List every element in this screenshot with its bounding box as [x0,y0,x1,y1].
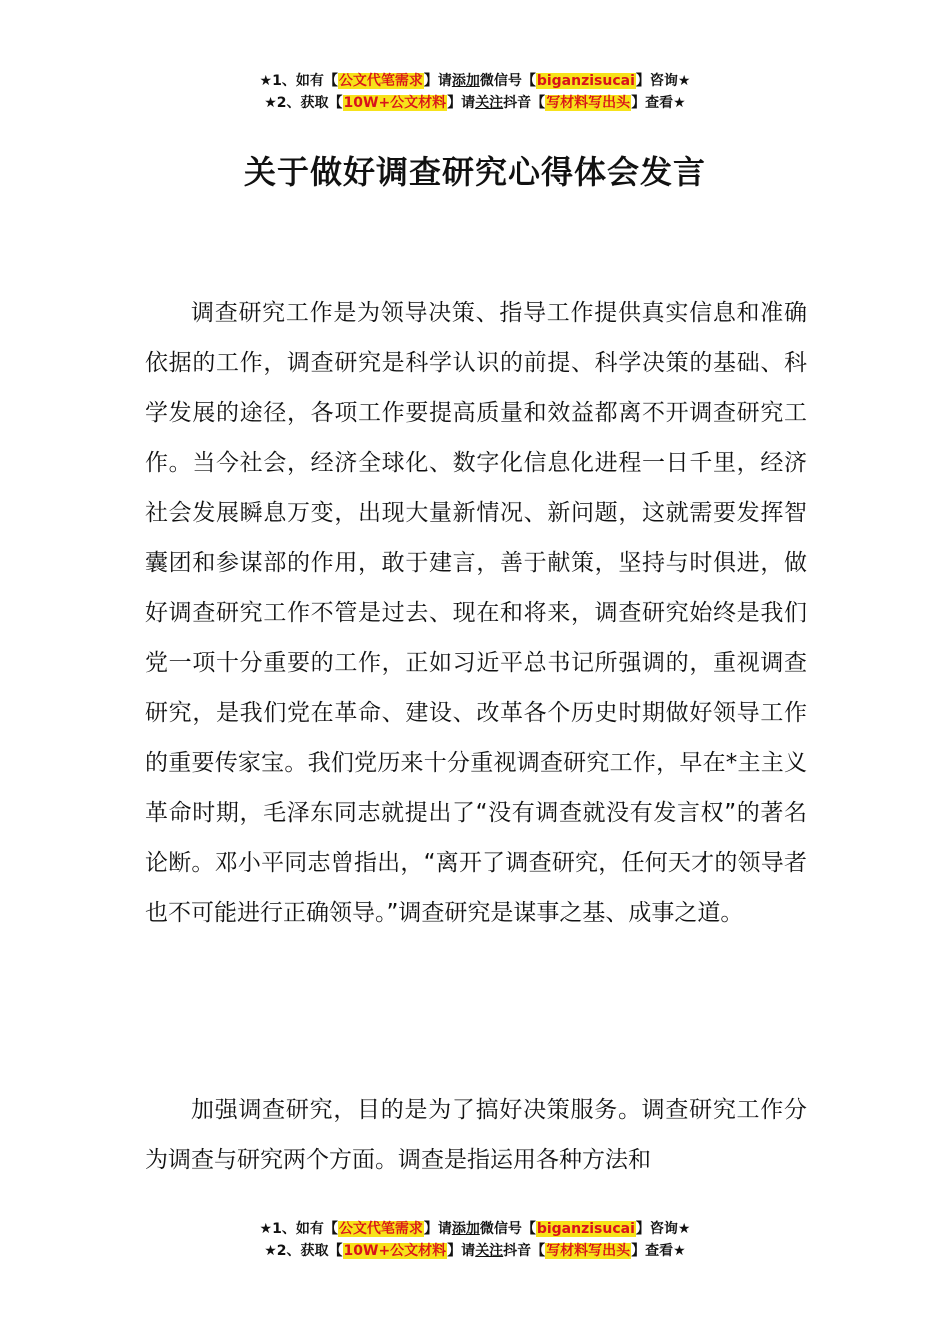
banner-text: 微信号【 [479,1221,536,1237]
banner-text: ★2、获取【 [264,1243,343,1259]
banner-text: 】查看★ [631,1243,686,1259]
banner-highlight: 公文代笔需求 [338,1221,423,1237]
banner-underline: 关注 [475,95,504,111]
body-paragraph-1 [145,288,807,938]
paragraph-text: 加强调查研究，目的是为了搞好决策服务。调查研究工作分为调查与研究两个方面。调查是指运用各种方法和 [145,1097,807,1173]
footer-banner [0,1218,950,1262]
banner-highlight: 公文代笔需求 [338,73,423,89]
banner-text: 微信号【 [479,73,536,89]
banner-highlight: 写材料写出头 [546,1243,631,1259]
banner-text: 】咨询★ [635,73,691,89]
paragraph-text: 调查研究工作是为领导决策、指导工作提供真实信息和准确依据的工作，调查研究是科学认识的前提、科学决策的基础、科学发展的途径，各项工作要提高质量和效益都离不开调查研究工作。当今社会，经济全球化、数字化信息化进程一日千里，经济社会发展瞬息万变，出现大量新情况、新问题，这就需要发挥智囊团和参谋部的作用，敢于建言，善于献策，坚持与时俱进，做好调查研究工作不管是过去、现在和将来，调查研究始终是我们党一项十分重要的工作，正如习近平总书记所强调的，重视调查研究，是我们党在革命、建设、改革各个历史时期做好领导工作的重要传家宝。我们党历来十分重视调查研究工作，早在*主主义革命时期，毛泽东同志就提出了“没有调查就没有发言权”的著名论断。邓小平同志曾指出，“离开了调查研究，任何天才的领导者也不可能进行正确领导。”调查研究是谋事之基、成事之道。 [145,300,807,926]
banner-highlight: 10W+公文材料 [343,1243,447,1259]
header-banner [0,70,950,114]
banner-text: ★1、如有【 [259,73,338,89]
banner-highlight: 写材料写出头 [546,95,631,111]
banner-text: 】请 [423,1221,452,1237]
banner-text: 】咨询★ [635,1221,691,1237]
banner-underline: 添加 [451,1221,480,1237]
banner-text: 抖音【 [503,1243,546,1259]
banner-text: 】请 [447,95,476,111]
banner-highlight: biganzisucai [536,1221,635,1237]
banner-text: 】请 [447,1243,476,1259]
banner-line-1 [0,70,950,92]
banner-highlight: biganzisucai [536,73,635,89]
banner-underline: 添加 [451,73,480,89]
banner-text: ★1、如有【 [259,1221,338,1237]
banner-line-2 [0,1240,950,1262]
banner-text: 】请 [423,73,452,89]
body-paragraph-2 [145,1085,807,1185]
page-title: 关于做好调查研究心得体会发言 [243,153,706,191]
banner-text: 抖音【 [503,95,546,111]
banner-highlight: 10W+公文材料 [343,95,447,111]
banner-underline: 关注 [475,1243,504,1259]
banner-text: ★2、获取【 [264,95,343,111]
banner-text: 】查看★ [631,95,686,111]
banner-line-2 [0,92,950,114]
banner-line-1 [0,1218,950,1240]
